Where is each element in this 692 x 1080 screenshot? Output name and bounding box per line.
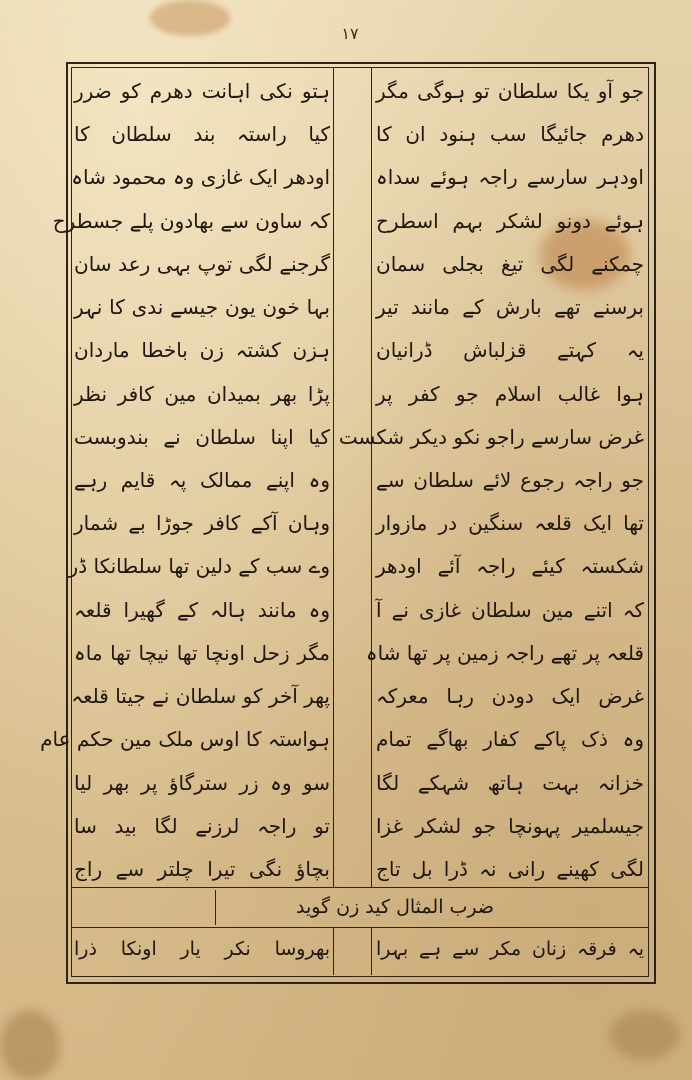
column-divider [333, 927, 334, 975]
verse-line: تھا ایک قلعہ سنگین در مازوار [376, 511, 644, 536]
verse-line: گرجنے لگی توپ بہی رعد سان [74, 251, 330, 276]
verse-line: خزانہ بہت ہاتھ شہکے لگا [376, 770, 644, 795]
verse-line: تو راجہ لرزنے لگا بید سا [74, 813, 330, 838]
verse-line: کہ اتنے مین سلطان غازی نے آ [376, 597, 644, 622]
verse-line: وہ ذک پاکے کفار بھاگے تمام [376, 727, 644, 752]
verse-line: جو آو یکا سلطان تو ہوگی مگر [376, 79, 644, 103]
paper-stain [610, 1010, 680, 1060]
verse-line: ہزن کشتہ زن باخطا ماردان [74, 338, 330, 363]
column-divider [371, 927, 372, 975]
verse-line: اودھر ایک غازی وہ محمود شاہ [71, 165, 330, 190]
verse-line: لگی کھینے رانی نہ ڈرا بل تاج [376, 856, 644, 881]
verse-line: شکستہ کیئے راجہ آئے اودھر [376, 554, 644, 579]
section-rule [71, 927, 649, 928]
closing-verse-right: یہ فرقہ زنان مکر سے ہے بہرا [376, 938, 644, 960]
paper-stain [150, 0, 230, 36]
verse-line: کہ ساون سے بھادون پلے جسطرح [52, 208, 330, 233]
verse-line: مگر زحل اونچا تھا نیچا تھا ماہ [74, 640, 330, 665]
column-divider [333, 67, 334, 887]
verse-line: جیسلمیر پہونچا جو لشکر غزا [376, 813, 644, 838]
verse-line: اودہر سارسے راجہ ہوئے سداہ [376, 165, 644, 190]
verse-line: دھرم جائیگا سب ہنود ان کا [376, 122, 644, 147]
verse-line: پھر آخر کو سلطان نے جیتا قلعہ [71, 684, 330, 709]
verse-line: کیا راستہ بند سلطان کا [74, 122, 330, 147]
left-verse-column [40, 76, 330, 884]
section-rule [71, 887, 649, 888]
verse-line: سو وہ زر سترگاؤ پر بھر لیا [74, 770, 330, 795]
column-divider [371, 67, 372, 887]
verse-line: جو راجہ رجوع لائے سلطان سے [376, 467, 644, 492]
verse-line: بچاؤ نگی تیرا چلتر سے راج [74, 856, 330, 881]
verse-line: یہ کہتے قزلباش ڈرانیان [376, 338, 644, 363]
verse-line: پڑا بھر بمیدان مین کافر نظر [74, 381, 330, 406]
verse-line: غرض سارسے راجو نکو دیکر شکست [338, 424, 644, 449]
paper-stain [0, 1010, 60, 1080]
closing-verse-left: بھروسا نکر یار اونکا ذرا [74, 938, 330, 960]
section-heading: ضرب المثال کید زن گوید [295, 896, 495, 918]
verse-line: ہوا غالب اسلام جو کفر پر [376, 381, 644, 406]
verse-line: وہ مانند ہالہ کے گھیرا قلعہ [74, 597, 330, 622]
verse-line: ہواستہ کا اوس ملک مین حکم عام [40, 727, 330, 752]
verse-line: وے سب کے دلین تھا سلطانکا ڈر [68, 554, 330, 579]
verse-line: چمکنے لگی تیغ بجلی سمان [376, 251, 644, 276]
verse-line: ہوئے دونو لشکر بہم اسطرح [376, 208, 644, 233]
empty-cell [71, 890, 215, 925]
verse-line: وہان آکے کافر جوڑا بے شمار [74, 511, 330, 536]
verse-line: برسنے تھے بارش کے مانند تیر [376, 295, 644, 320]
verse-line: وہ اپنے ممالک پہ قایم رہے [74, 467, 330, 492]
verse-line: غرض ایک دودن رہا معرکہ [376, 684, 644, 709]
verse-line: بہا خون یون جیسے ندی کا نہر [74, 295, 330, 320]
verse-line: کیا اپنا سلطان نے بندوبست [74, 424, 330, 449]
verse-line: ہتو نکی اہانت دھرم کو ضرر [74, 79, 330, 103]
right-verse-column [338, 76, 644, 884]
page-number: ۱۷ [341, 24, 359, 43]
verse-line: قلعہ پر تھے راجہ زمین پر تھا شاہ [365, 640, 644, 665]
